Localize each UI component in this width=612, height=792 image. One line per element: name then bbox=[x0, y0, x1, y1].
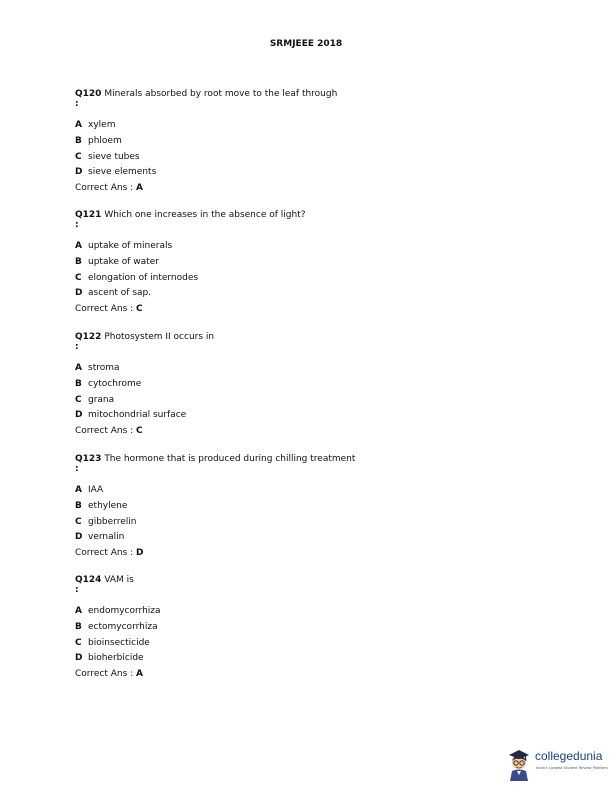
option-b bbox=[75, 499, 535, 515]
option-text: elongation of internodes bbox=[88, 272, 199, 283]
option-text: gibberrelin bbox=[88, 516, 137, 527]
answer-label: Correct Ans : bbox=[75, 426, 134, 437]
option-b bbox=[75, 255, 535, 271]
correct-answer bbox=[75, 546, 535, 561]
options-list bbox=[75, 483, 535, 546]
option-letter: C bbox=[75, 151, 82, 162]
question-text: Photosystem II occurs in bbox=[104, 332, 215, 342]
option-text: phloem bbox=[88, 135, 122, 146]
option-letter: D bbox=[75, 410, 83, 421]
option-text: ectomycorrhiza bbox=[88, 621, 158, 632]
option-letter: D bbox=[75, 653, 83, 664]
option-text: uptake of water bbox=[88, 256, 159, 267]
question-colon: : bbox=[75, 585, 79, 595]
option-letter: A bbox=[75, 485, 82, 495]
option-letter: B bbox=[75, 135, 82, 146]
option-letter: C bbox=[75, 516, 82, 527]
option-text: xylem bbox=[88, 120, 116, 130]
option-letter: A bbox=[75, 120, 82, 130]
question-colon: : bbox=[75, 342, 79, 352]
option-letter: D bbox=[75, 532, 83, 543]
option-a bbox=[75, 361, 535, 377]
option-text: endomycorrhiza bbox=[88, 606, 161, 616]
option-text: uptake of minerals bbox=[88, 241, 173, 251]
option-a bbox=[75, 604, 535, 620]
question-number: Q121 bbox=[75, 210, 102, 220]
option-c bbox=[75, 150, 535, 166]
answer-value: A bbox=[136, 669, 143, 680]
option-text: ascent of sap. bbox=[88, 288, 152, 299]
option-a bbox=[75, 239, 535, 255]
option-text: stroma bbox=[88, 363, 120, 373]
option-c bbox=[75, 271, 535, 287]
option-c bbox=[75, 636, 535, 652]
option-letter: D bbox=[75, 167, 83, 178]
option-text: cytochrome bbox=[88, 378, 142, 389]
option-d bbox=[75, 408, 535, 424]
question-text: VAM is bbox=[104, 575, 134, 585]
options-list bbox=[75, 239, 535, 302]
option-c bbox=[75, 393, 535, 409]
question-block bbox=[75, 454, 535, 561]
question-text: Minerals absorbed by root move to the leaf through bbox=[104, 89, 338, 99]
option-letter: B bbox=[75, 378, 82, 389]
option-b bbox=[75, 134, 535, 150]
logo-name: collegedunia bbox=[535, 749, 603, 763]
option-letter: B bbox=[75, 621, 82, 632]
question-number: Q120 bbox=[75, 89, 102, 99]
question-colon: : bbox=[75, 220, 79, 230]
question-text-line bbox=[75, 89, 535, 100]
collegedunia-logo bbox=[505, 745, 608, 785]
option-text: bioherbicide bbox=[88, 653, 144, 664]
option-letter: B bbox=[75, 500, 82, 511]
option-b bbox=[75, 377, 535, 393]
options-list bbox=[75, 118, 535, 181]
question-text-line bbox=[75, 332, 535, 343]
option-letter: C bbox=[75, 394, 82, 405]
logo-tagline: India's Largest Student Review Platform bbox=[536, 766, 608, 770]
option-letter: C bbox=[75, 637, 82, 648]
option-d bbox=[75, 165, 535, 181]
correct-answer bbox=[75, 302, 535, 317]
option-letter: C bbox=[75, 272, 82, 283]
option-text: bioinsecticide bbox=[88, 637, 150, 648]
option-text: vernalin bbox=[88, 532, 125, 543]
correct-answer bbox=[75, 667, 535, 682]
option-text: sieve elements bbox=[88, 167, 157, 178]
option-letter: D bbox=[75, 288, 83, 299]
option-text: IAA bbox=[88, 485, 104, 495]
answer-value: A bbox=[136, 183, 143, 194]
options-list bbox=[75, 604, 535, 667]
answer-value: D bbox=[136, 548, 144, 559]
question-block bbox=[75, 575, 535, 682]
answer-value: C bbox=[136, 426, 143, 437]
question-number: Q124 bbox=[75, 575, 102, 585]
option-d bbox=[75, 286, 535, 302]
option-letter: A bbox=[75, 606, 82, 616]
options-list bbox=[75, 361, 535, 424]
question-number: Q122 bbox=[75, 332, 102, 342]
option-a bbox=[75, 483, 535, 499]
question-text: Which one increases in the absence of light? bbox=[104, 210, 306, 220]
question-text-line bbox=[75, 454, 535, 465]
question-text-line bbox=[75, 210, 535, 221]
question-text: The hormone that is produced during chilling treatment bbox=[104, 454, 356, 464]
mascot-icon bbox=[505, 747, 533, 781]
option-letter: B bbox=[75, 256, 82, 267]
option-text: sieve tubes bbox=[88, 151, 140, 162]
option-letter: A bbox=[75, 363, 82, 373]
answer-label: Correct Ans : bbox=[75, 183, 134, 194]
page-title: SRMJEEE 2018 bbox=[269, 39, 343, 49]
option-a bbox=[75, 118, 535, 134]
correct-answer bbox=[75, 181, 535, 196]
answer-label: Correct Ans : bbox=[75, 304, 134, 315]
correct-answer bbox=[75, 424, 535, 439]
option-letter: A bbox=[75, 241, 82, 251]
question-colon: : bbox=[75, 464, 79, 474]
option-d bbox=[75, 651, 535, 667]
option-d bbox=[75, 530, 535, 546]
option-text: grana bbox=[88, 394, 115, 405]
option-text: ethylene bbox=[88, 500, 128, 511]
question-colon: : bbox=[75, 99, 79, 109]
option-b bbox=[75, 620, 535, 636]
question-text-line bbox=[75, 575, 535, 586]
option-c bbox=[75, 515, 535, 531]
answer-label: Correct Ans : bbox=[75, 669, 134, 680]
question-block bbox=[75, 89, 535, 196]
option-text: mitochondrial surface bbox=[88, 410, 187, 421]
question-block bbox=[75, 210, 535, 317]
answer-label: Correct Ans : bbox=[75, 548, 134, 559]
answer-value: C bbox=[136, 304, 143, 315]
question-block bbox=[75, 332, 535, 439]
question-number: Q123 bbox=[75, 454, 102, 464]
